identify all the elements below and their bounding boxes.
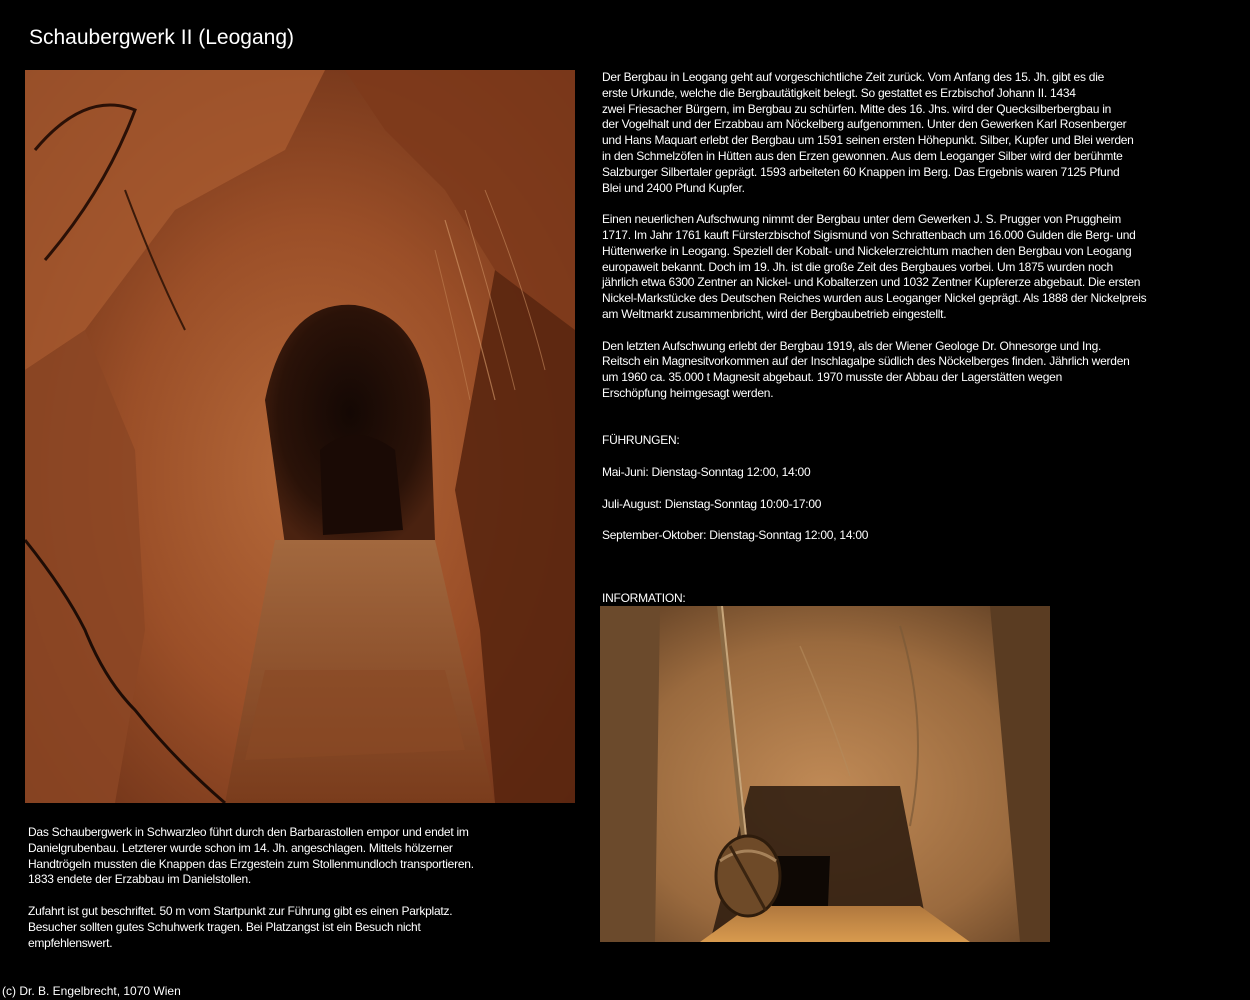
history-paragraph: Den letzten Aufschwung erlebt der Bergbau 1919, als der Wiener Geologe Dr. Ohnesorge und Ing. Reitsch ein Magnesitvorkommen auf der Inschlagalpe südlich des Nöckelberges finden. Jährlich werden um 1960 ca. 35.000 t Magnesit abgebaut. 1970 musste der Abbau der Lagerstätten wegen Erschöpfung heimgesagt werden.: [602, 338, 1130, 400]
caption-paragraph: Das Schaubergwerk in Schwarzleo führt durch den Barbarastollen empor und endet im Danielgrubenbau. Letzterer wurde schon im 14. Jh. angeschlagen. Mittels hölzerner Handtrögeln mussten die Knappen das Erzgestein zum Stollenmundloch transportieren. 1833 endete der Erzabbau im Danielstollen.: [28, 825, 474, 887]
copyright-footer: (c) Dr. B. Engelbrecht, 1070 Wien: [2, 984, 181, 998]
caption-paragraph: Zufahrt ist gut beschriftet. 50 m vom Startpunkt zur Führung gibt es einen Parkplatz. Besucher sollten gutes Schuhwerk tragen. Bei Platzangst ist ein Besuch nicht empfehlenswert.: [28, 903, 453, 950]
information-heading: INFORMATION:: [602, 591, 686, 606]
tour-schedule-line: Juli-August: Dienstag-Sonntag 10:00-17:00: [602, 496, 822, 511]
tour-schedule-line: September-Oktober: Dienstag-Sonntag 12:00, 14:00: [602, 528, 869, 543]
history-paragraph: Der Bergbau in Leogang geht auf vorgeschichtliche Zeit zurück. Vom Anfang des 15. Jh. gibt es die erste Urkunde, welche die Bergbautätigkeit belegt. So gestattet es Erzbischof Johann II. 1434 zwei Friesacher Bürgern, im Bergbau zu schürfen. Mitte des 16. Jhs. wird der Quecksilberbergbau in der Vogelhalt und der Erzabbau am Nöckelberg aufgenommen. Unter den Gewerken Karl Rosenberger und Hans Maquart erlebt der Bergbau um 1591 seinen ersten Höhepunkt. Silber, Kupfer und Blei werden in den Schmelzöfen in Hütten aus den Erzen gewonnen. Aus dem Leoganger Silber wird der berühmte Salzburger Silbertaler geprägt. 1593 arbeiteten 60 Knappen im Berg. Das Ergebnis waren 7125 Pfund Blei und 2400 Pfund Kupfer.: [602, 70, 1134, 195]
page-title: Schaubergwerk II (Leogang): [29, 26, 294, 49]
mine-shaft-photo: [600, 606, 1050, 942]
tour-schedule-line: Mai-Juni: Dienstag-Sonntag 12:00, 14:00: [602, 464, 811, 479]
mine-shaft-image: [600, 606, 1050, 942]
history-paragraph: Einen neuerlichen Aufschwung nimmt der Bergbau unter dem Gewerken J. S. Prugger von Pruggheim 1717. Im Jahr 1761 kauft Fürsterzbischof Sigismund von Schrattenbach um 16.000 Gulden die Berg- und Hüttenwerke in Leogang. Speziell der Kobalt- und Nickelerzreichtum machen den Bergbau von Leogang europaweit bekannt. Doch im 19. Jh. ist die große Zeit des Bergbaues vorbei. Um 1875 wurden noch jährlich etwa 6300 Zentner an Nickel- und Kobalterzen und 1032 Zentner Kupfererze abgebaut. Die ersten Nickel-Markstücke des Deutschen Reiches wurden aus Leoganger Nickel geprägt. Als 1888 der Nickelpreis am Weltmarkt zusammenbricht, wird der Bergbaubetrieb eingestellt.: [602, 212, 1147, 321]
tours-heading: FÜHRUNGEN:: [602, 433, 680, 448]
mine-tunnel-image: [25, 70, 575, 803]
tours-section: [602, 418, 1192, 560]
photo-caption: [28, 825, 568, 967]
mine-tunnel-photo: [25, 70, 575, 803]
